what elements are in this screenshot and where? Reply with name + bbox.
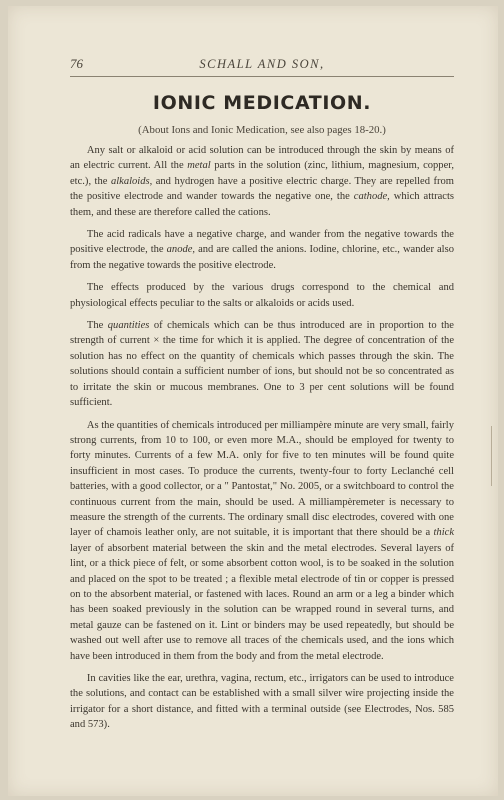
text-run: which attracts them, and these are therefore called the cations. xyxy=(70,191,455,218)
body-paragraph xyxy=(70,280,454,311)
italic-term: metal xyxy=(187,160,211,172)
italic-term: alkaloids, xyxy=(110,175,153,187)
body-paragraph xyxy=(70,143,454,220)
text-run: The xyxy=(86,320,108,332)
page-edge-mark xyxy=(491,426,492,486)
body-paragraph xyxy=(70,418,454,665)
text-run: The acid radicals have a negative charge, and wander from the negative towards the positive electrode, the xyxy=(70,229,454,256)
text-run: of chemicals which can be thus introduced are in proportion to the strength of current × the time for which it is applied. The degree of concentration of the solution has no effect on the quantity of chemicals which passes through the skin. The solutions should contain a sufficient number of ions, but should not be so concentrated as to irritate the skin or mucous membranes. One to 3 per cent solutions will be found sufficient. xyxy=(70,320,454,409)
text-run: In cavities like the ear, urethra, vagina, rectum, etc., irrigators can be used to introduce the solutions, and contact can be established with a small silver wire projecting inside the irrigator for a short distance, and fitted with a terminal outside (see Electrodes, Nos. 585 and 573). xyxy=(70,673,454,731)
text-run: and hydrogen have a positive electric charge. They are repelled from the positive electrode and wander towards the negative one, the xyxy=(70,175,454,203)
italic-term: thick xyxy=(433,527,454,539)
section-subtitle: (About Ions and Ionic Medication, see also pages 18-20.) xyxy=(138,124,386,136)
text-run: As the quantities of chemicals introduced per milliampère minute are very small, fairly strong currents, from 10 to 100, or even more M.A., should be employed for twenty to forty minutes. Currents of a few M.A. only for five to ten minutes will be found quite insufficient in most cases. To produce the currents, twenty-four to forty Leclanché cell batteries, with a good collector, or a " Pantostat," No. 2005, or a switchboard to control the continuous current from the main, should be used. A milliampèremeter is necessary to measure the strength of the currents. The ordinary small disc electrodes, covered with one layer of chamois leather only, are not suitable, it is important that there should be a xyxy=(70,419,454,539)
section-title: IONIC MEDICATION. xyxy=(152,92,372,114)
body-paragraph xyxy=(70,227,454,273)
running-head: SCHALL AND SON, xyxy=(199,57,325,71)
body-paragraph xyxy=(70,671,454,733)
text-run: The effects produced by the various drugs correspond to the chemical and physiological effects peculiar to the salts or alkaloids or acids used. xyxy=(70,282,454,309)
page-number: 76 xyxy=(70,56,83,71)
body-paragraph xyxy=(70,318,454,410)
body-text xyxy=(70,143,454,740)
text-run: parts in the solution (zinc, lithium, magnesium, copper, etc.), the xyxy=(70,160,454,187)
text-run: Any salt or alkaloid or acid solution can be introduced through the skin by means of an electric current. All the xyxy=(70,145,454,172)
book-page xyxy=(8,6,498,796)
italic-term: cathode, xyxy=(353,191,390,203)
page-header xyxy=(70,54,454,77)
italic-term: quantities xyxy=(107,320,150,332)
text-run: and are called the anions. Iodine, chlorine, etc., wander also from the negative towards the positive electrode. xyxy=(70,244,454,271)
text-run: layer of absorbent material between the skin and the metal electrodes. Several layers of lint, or a thick piece of felt, or some absorbent cotton wool, is to be soaked in the solution and placed on the spot to be treated ; a flexible metal electrode of tin or copper is pressed on to the absorbent material, or fastened with laces. Round an arm or a leg a binder which has been soaked previously in the solution can be wrapped round in several turns, and metal gauze can be fastened on it. Lint or binders may be used repeatedly, but should be washed out well after use to remove all traces of the chemicals used, and the ions which have been introduced in them from the body and from the metal electrode. xyxy=(70,542,454,662)
italic-term: anode, xyxy=(166,244,196,256)
